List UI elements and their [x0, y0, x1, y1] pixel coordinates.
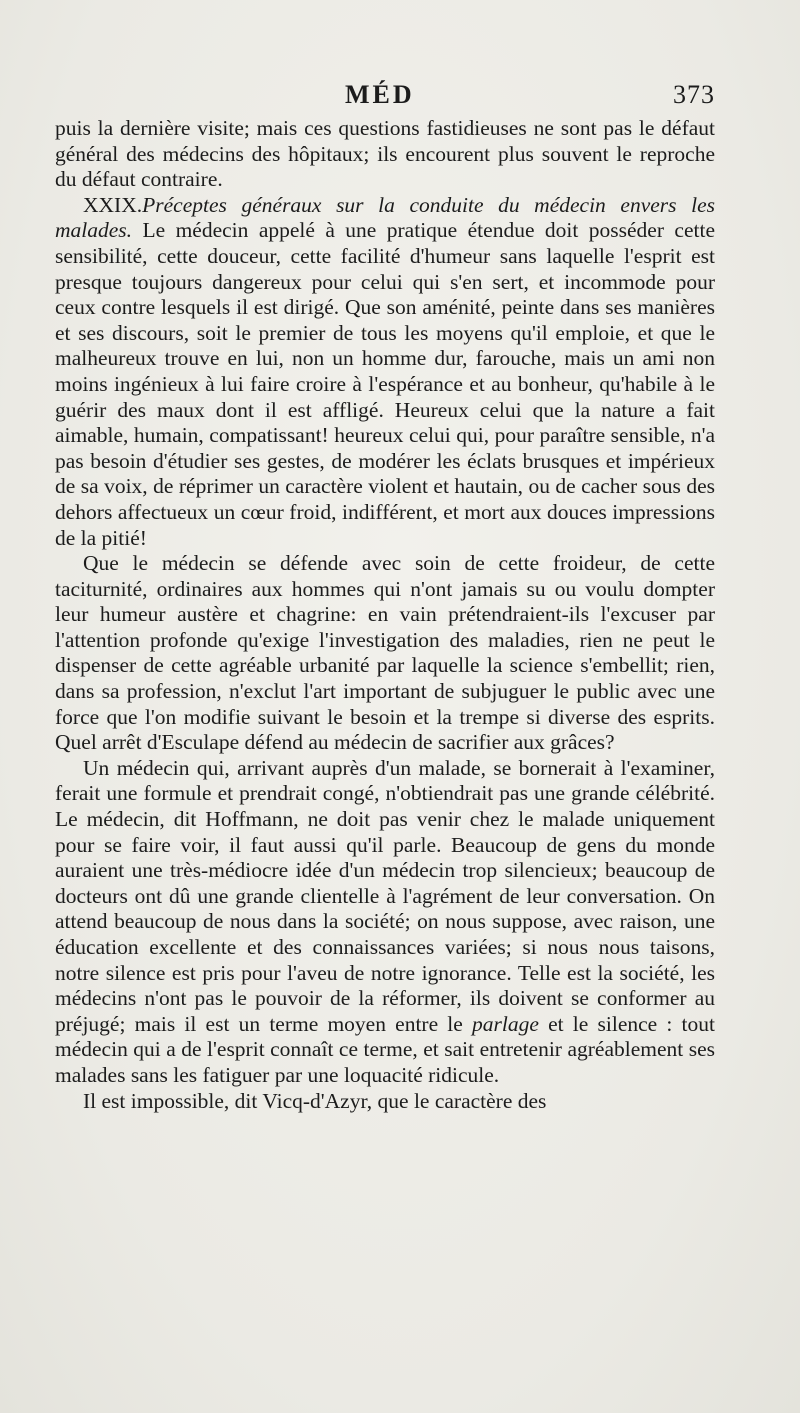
paragraph	[55, 551, 715, 756]
paragraph	[55, 756, 715, 1089]
body-text	[55, 116, 715, 1114]
italic-word: parlage	[472, 1011, 539, 1036]
paragraph-section-xxix	[55, 193, 715, 551]
running-head: MÉD	[345, 80, 415, 109]
paragraph-text: Le médecin appelé à une pratique étendue doit posséder cette sensibilité, cette douceur, cette facilité d'humeur sans laquelle l'esprit est presque toujours dangereux pour celui qui s'en sert, et incommode pour ceux contre lesquels il est dirigé. Que son aménité, peinte dans ses manières et ses discours, soit le premier de tous les moyens qu'il emploie, et que le malheureux trouve en lui, non un homme dur, farouche, mais un ami non moins ingénieux à lui faire croire à l'espérance et au bonheur, qu'habile à le guérir des maux dont il est affligé. Heureux celui que la nature a fait aimable, humain, compatissant! heureux celui qui, pour paraître sensible, n'a pas besoin d'étudier ses gestes, de modérer les éclats brusques et impérieux de sa voix, de réprimer un caractère violent et hautain, ou de cacher sous des dehors affectueux un cœur froid, indifférent, et mort aux douces impressions de la pitié!	[55, 218, 715, 550]
paragraph-continuation	[55, 116, 715, 193]
paragraph-text: et le silence : tout médecin qui a de l'esprit connaît ce terme, et sait entretenir agréablement ses malades sans les fatiguer par une loquacité ridicule.	[55, 1011, 715, 1087]
section-number: XXIX.	[83, 192, 143, 217]
paragraph-text: Il est impossible, dit Vicq-d'Azyr, que le caractère des	[83, 1088, 547, 1113]
paragraph-text: Un médecin qui, arrivant auprès d'un malade, se bornerait à l'examiner, ferait une formule et prendrait congé, n'obtiendrait pas une grande célébrité. Le médecin, dit Hoffmann, ne doit pas venir chez le malade uniquement pour se faire voir, il faut aussi qu'il parle. Beaucoup de gens du monde auraient une très-médiocre idée d'un médecin trop silencieux; beaucoup de docteurs ont dû une grande clientelle à l'agrément de leur conversation. On attend beaucoup de nous dans la société; on nous suppose, avec raison, une éducation excellente et des connaissances variées; si nous nous taisons, notre silence est pris pour l'aveu de notre ignorance. Telle est la société, les médecins n'ont pas le pouvoir de la réformer, ils doivent se conformer au préjugé; mais il est un terme moyen entre le	[55, 755, 715, 1036]
page-header	[55, 80, 715, 116]
section-title: Préceptes généraux sur la conduite du médecin envers les malades.	[55, 192, 715, 243]
paragraph	[55, 1089, 715, 1115]
paragraph-text: puis la dernière visite; mais ces questions fastidieuses ne sont pas le défaut général des médecins des hôpitaux; ils encourent plus souvent le reproche du défaut contraire.	[55, 116, 715, 192]
paragraph-text: Que le médecin se défende avec soin de cette froideur, de cette taciturnité, ordinaires aux hommes qui n'ont jamais su ou voulu dompter leur humeur austère et chagrine: en vain prétendraient-ils l'excuser par l'attention profonde qu'exige l'investigation des maladies, rien ne peut le dispenser de cette agréable urbanité par laquelle la science s'embellit; rien, dans sa profession, n'exclut l'art important de subjuguer le public avec une force que l'on modifie suivant le besoin et la trempe si diverse des esprits. Quel arrêt d'Esculape défend au médecin de sacrifier aux grâces?	[55, 551, 715, 755]
page-number: 373	[673, 80, 715, 109]
